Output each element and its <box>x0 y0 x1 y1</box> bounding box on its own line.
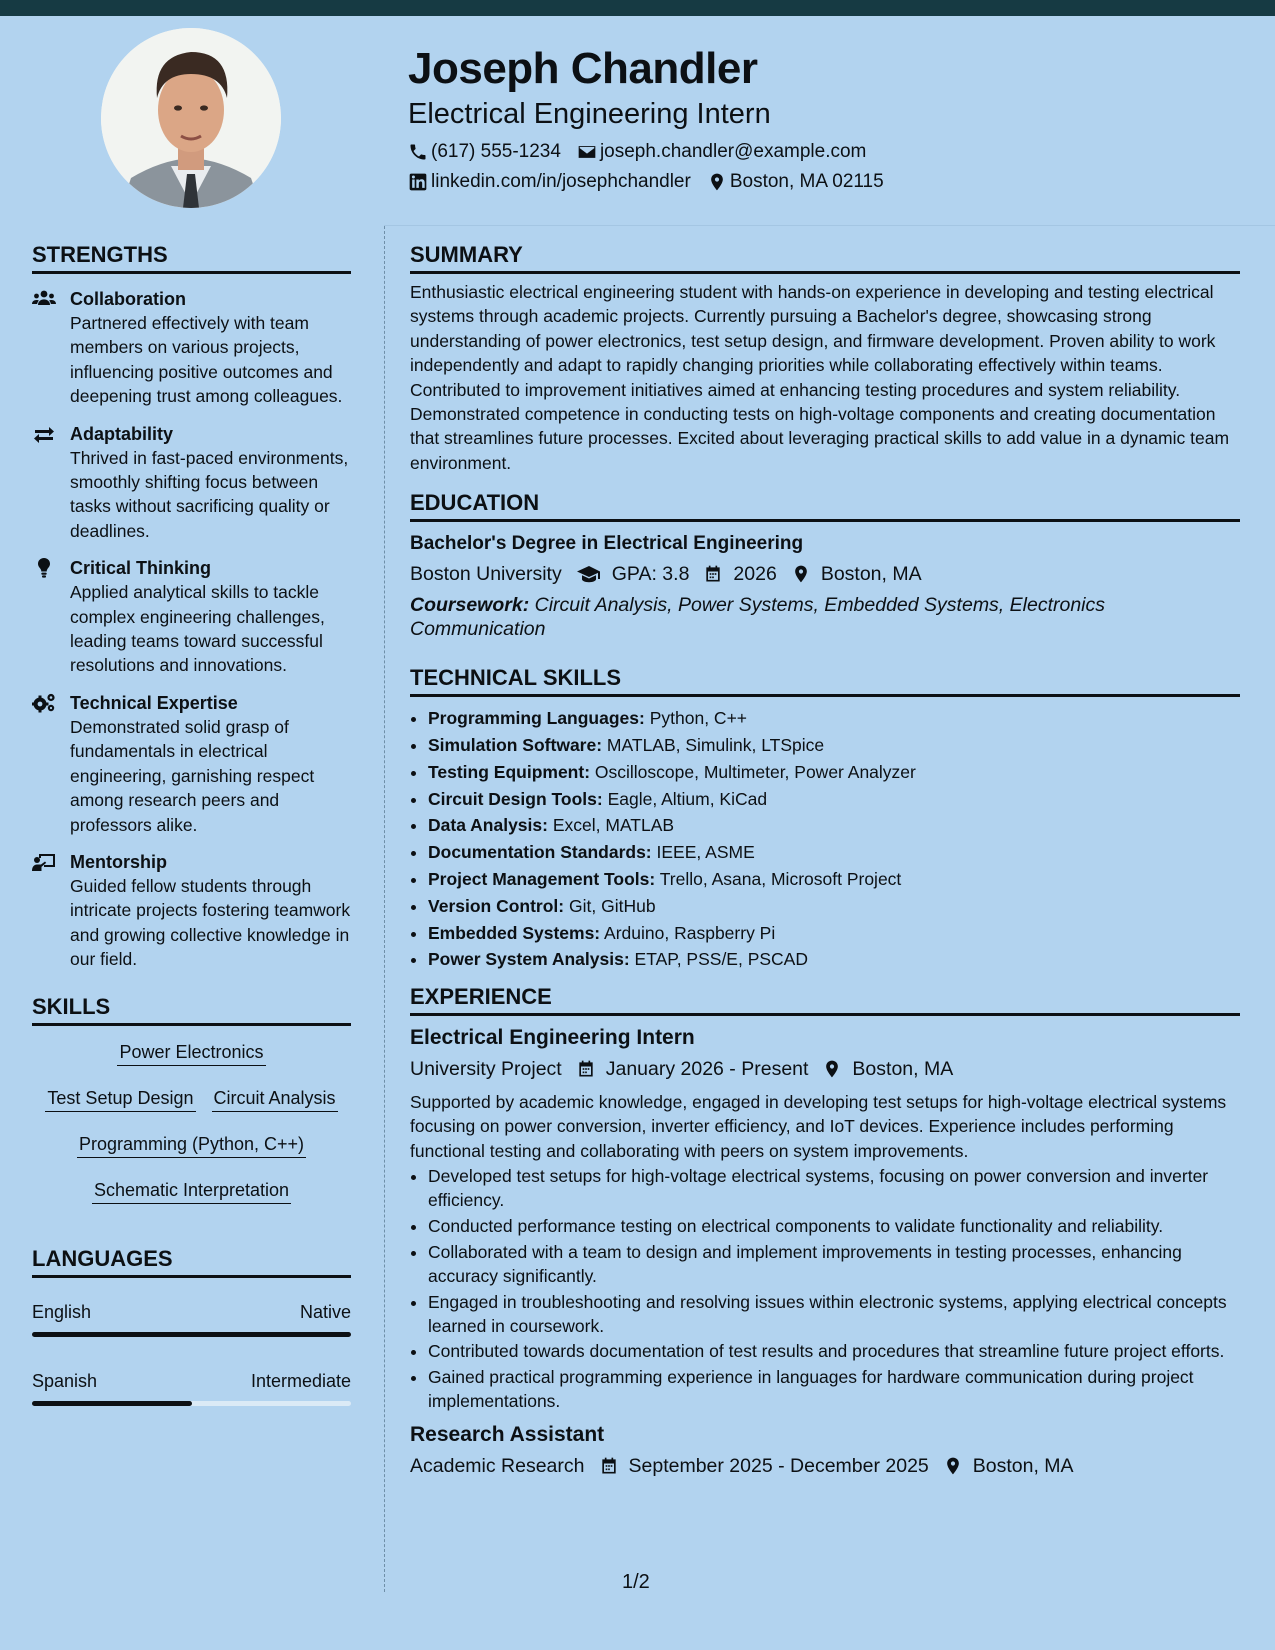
users-icon <box>32 289 56 309</box>
technical-skills-list <box>410 706 1240 972</box>
school-name: Boston University <box>410 563 562 586</box>
contact-phone: (617) 555-1234 <box>408 140 561 164</box>
list-item: • Circuit Design Tools: Eagle, Altium, KiCad <box>428 787 1240 811</box>
education-meta <box>410 561 1240 587</box>
job-org: University Project <box>410 1057 562 1080</box>
skill-chip: Circuit Analysis <box>212 1086 338 1112</box>
job-bullets <box>410 1164 1240 1414</box>
list-item: • Contributed towards documentation of test results and procedures that streamline future project efforts. <box>428 1339 1240 1363</box>
job-meta <box>410 1056 1240 1082</box>
profile-photo <box>101 28 281 208</box>
language-proficiency-fill <box>32 1401 192 1406</box>
languages-heading: LANGUAGES <box>32 1244 351 1278</box>
coursework: Coursework: Circuit Analysis, Power Systems, Embedded Systems, Electronics Communication <box>410 594 1106 641</box>
job-meta <box>410 1453 1240 1479</box>
page-number: 1/2 <box>622 1571 650 1593</box>
summary-text: Enthusiastic electrical engineering student with hands-on experience in developing and testing electrical systems through academic projects. Currently pursuing a Bachelor's degree, showcasing strong understanding of power electronics, test setup design, and firmware development. Proven ability to work independently and adapt to rapidly changing priorities while collaborating effectively within teams. Contributed to improvement initiatives aimed at enhancing testing procedures and system reliability. Demonstrated competence in conducting tests on high-voltage components and creating documentation that streamlines future processes. Excited about leveraging practical skills to add value in a dynamic team environment. <box>410 282 1230 473</box>
job-title: Research Assistant <box>410 1422 605 1446</box>
lightbulb-icon <box>32 558 56 578</box>
skills-heading: SKILLS <box>32 992 351 1026</box>
strength-item <box>32 556 351 678</box>
teacher-icon <box>32 852 56 872</box>
cogs-icon <box>32 693 56 713</box>
language-row <box>32 1369 351 1393</box>
strength-desc: Thrived in fast-paced environments, smoothly shifting focus between tasks without sacrificing quality or deadlines. <box>70 447 349 541</box>
candidate-name: Joseph Chandler <box>408 44 758 93</box>
gpa: GPA: 3.8 <box>611 563 690 586</box>
education-heading: EDUCATION <box>410 488 1240 522</box>
list-item: • Documentation Standards: IEEE, ASME <box>428 840 1240 864</box>
column-divider <box>384 226 385 1592</box>
strength-title: Mentorship <box>70 851 167 872</box>
contact-linkedin[interactable]: linkedin.com/in/josephchandler <box>408 170 691 194</box>
list-item: • Power System Analysis: ETAP, PSS/E, PSCAD <box>428 947 1240 971</box>
list-item: • Embedded Systems: Arduino, Raspberry Pi <box>428 921 1240 945</box>
strength-title: Technical Expertise <box>70 692 238 713</box>
calendar-icon <box>576 1059 596 1079</box>
strength-item <box>32 850 351 972</box>
skill-chip: Schematic Interpretation <box>92 1178 291 1204</box>
calendar-icon <box>599 1456 619 1476</box>
strength-desc: Partnered effectively with team members on various projects, influencing positive outcomes and deepening trust among colleagues. <box>70 313 343 407</box>
job-title: Electrical Engineering Intern <box>410 1025 695 1049</box>
education-location: Boston, MA <box>820 563 922 586</box>
exchange-icon <box>32 424 56 444</box>
language-proficiency-bar <box>32 1332 351 1337</box>
strength-title: Adaptability <box>70 423 174 444</box>
skills-list <box>32 1040 351 1204</box>
strength-title: Critical Thinking <box>70 558 212 579</box>
strength-title: Collaboration <box>70 289 186 309</box>
map-marker-icon <box>822 1059 842 1079</box>
phone-icon <box>408 142 428 162</box>
linkedin-icon <box>408 172 428 192</box>
contact-row-1 <box>408 140 1248 164</box>
contact-row-2 <box>408 170 1248 194</box>
experience-heading: EXPERIENCE <box>410 982 1240 1016</box>
list-item: • Collaborated with a team to design and implement improvements in testing processes, enhancing accuracy significantly. <box>428 1240 1240 1288</box>
contact-email[interactable]: joseph.chandler@example.com <box>577 140 866 164</box>
job-dates: January 2026 - Present <box>605 1057 809 1080</box>
header-divider <box>384 225 1275 226</box>
languages-list <box>32 1300 351 1406</box>
language-name: Spanish <box>32 1370 98 1391</box>
map-marker-icon <box>791 564 811 584</box>
language-proficiency-fill <box>32 1332 351 1337</box>
job-location: Boston, MA <box>972 1454 1074 1477</box>
list-item: • Simulation Software: MATLAB, Simulink, LTSpice <box>428 733 1240 757</box>
envelope-icon <box>577 142 597 162</box>
strength-desc: Applied analytical skills to tackle complex engineering challenges, leading teams toward successful resolutions and innovations. <box>70 582 325 676</box>
list-item: • Version Control: Git, GitHub <box>428 894 1240 918</box>
strength-item <box>32 691 351 837</box>
degree-title: Bachelor's Degree in Electrical Engineering <box>410 533 804 555</box>
candidate-title: Electrical Engineering Intern <box>408 98 771 130</box>
graduation-year: 2026 <box>733 563 777 586</box>
strengths-heading: STRENGTHS <box>32 240 351 274</box>
map-marker-icon <box>707 172 727 192</box>
list-item: • Gained practical programming experience in languages for hardware communication during project implementations. <box>428 1365 1240 1413</box>
list-item: • Developed test setups for high-voltage electrical systems, focusing on power conversion and inverter efficiency. <box>428 1164 1240 1212</box>
language-proficiency-bar <box>32 1401 351 1406</box>
map-marker-icon <box>943 1456 963 1476</box>
list-item: • Testing Equipment: Oscilloscope, Multimeter, Power Analyzer <box>428 760 1240 784</box>
language-row <box>32 1300 351 1324</box>
skill-chip: Programming (Python, C++) <box>77 1132 306 1158</box>
strength-desc: Demonstrated solid grasp of fundamentals in electrical engineering, garnishing respect among research peers and professors alike. <box>70 716 315 835</box>
top-bar <box>0 0 1275 16</box>
strength-desc: Guided fellow students through intricate projects fostering teamwork and growing collective knowledge in our field. <box>70 875 351 970</box>
calendar-icon <box>703 564 723 584</box>
strength-item <box>32 287 351 409</box>
language-level: Intermediate <box>250 1370 351 1391</box>
job-dates: September 2025 - December 2025 <box>628 1454 929 1477</box>
contact-location: Boston, MA 02115 <box>707 170 884 194</box>
summary-heading: SUMMARY <box>410 240 1240 274</box>
list-item: • Project Management Tools: Trello, Asana, Microsoft Project <box>428 867 1240 891</box>
main-content <box>410 240 1240 1479</box>
job-location: Boston, MA <box>852 1057 954 1080</box>
sidebar <box>32 240 351 1438</box>
language-name: English <box>32 1301 92 1322</box>
list-item: • Data Analysis: Excel, MATLAB <box>428 813 1240 837</box>
technical-skills-heading: TECHNICAL SKILLS <box>410 663 1240 697</box>
list-item: • Programming Languages: Python, C++ <box>428 706 1240 730</box>
job-description: Supported by academic knowledge, engaged in developing test setups for high-voltage electrical systems focusing on power conversion, inverter efficiency, and IoT devices. Experience includes performing functional testing and collaborating with peers on system improvements. <box>410 1091 1227 1161</box>
skill-chip: Power Electronics <box>117 1040 265 1066</box>
list-item: • Engaged in troubleshooting and resolving issues within electronic systems, applying electrical concepts learned in coursework. <box>428 1290 1240 1338</box>
list-item: • Conducted performance testing on electrical components to validate functionality and reliability. <box>428 1214 1240 1238</box>
skill-chip: Test Setup Design <box>45 1086 195 1112</box>
graduation-cap-icon <box>576 564 602 584</box>
strength-item <box>32 422 351 544</box>
job-org: Academic Research <box>410 1454 585 1477</box>
resume-header <box>408 40 1248 194</box>
language-level: Native <box>299 1301 351 1322</box>
